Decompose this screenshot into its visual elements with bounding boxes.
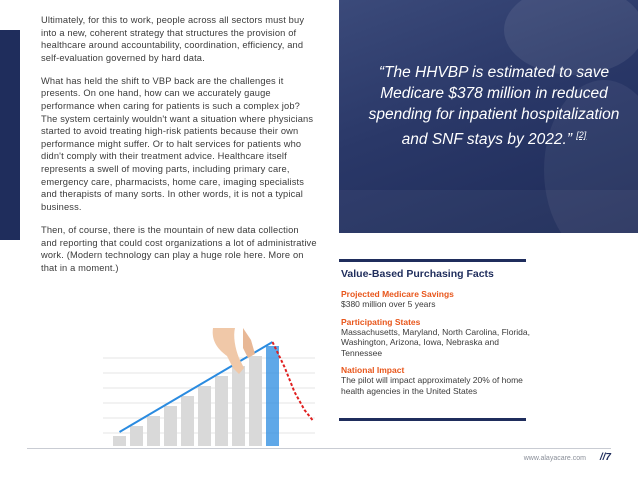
paragraph-2: What has held the shift to VBP back are the challenges it presents. On one hand, how can we accurately gauge performance when caring for patients is such a complex job? The system certainly wouldn't want a situation where physicians started to avoid treating high-risk patients because their own performance might suffer. Or to halt services for patients who didn't comply with their treatment advice. Healthcare itself represents a swell of moving parts, including primary care, emergency care, pharmacists, home care, imaging specialists and therapists of many sorts. In other words, it is not a typical business. <box>41 75 314 212</box>
chart-bars <box>113 346 279 446</box>
quote-citation[interactable]: [2] <box>576 130 587 140</box>
fact-value: The pilot will impact approximately 20% of home health agencies in the United States <box>341 375 523 396</box>
growth-chart-illustration <box>43 328 315 452</box>
chart-bar <box>164 406 177 446</box>
facts-bottom-rule <box>339 418 526 421</box>
hand-icon <box>213 328 255 374</box>
fact-label: Participating States <box>341 316 421 327</box>
vbp-facts-box <box>341 268 541 404</box>
fact-medicare-savings <box>341 289 541 310</box>
fact-value: $380 million over 5 years <box>341 299 436 309</box>
chart-bar <box>215 376 228 446</box>
chart-bar <box>181 396 194 446</box>
fact-national-impact <box>341 365 541 396</box>
chart-bar <box>198 386 211 446</box>
chart-bar <box>266 346 279 446</box>
hero-quote-banner <box>339 0 638 233</box>
accent-side-bar <box>0 30 20 240</box>
fact-label: Projected Medicare Savings <box>341 289 454 299</box>
fact-label: National Impact <box>341 365 405 376</box>
footer-url[interactable]: www.alayacare.com <box>523 455 586 462</box>
chart-bar <box>147 416 160 446</box>
fact-value: Massachusetts, Maryland, North Carolina, Florida, Washington, Arizona, Iowa, Nebraska and Tennessee <box>341 326 530 358</box>
paragraph-1: Ultimately, for this to work, people across all sectors must buy into a new, coherent strategy that structures the provision of healthcare around accountability, coordination, efficiency, and self-evaluation governed by hard data. <box>41 15 305 63</box>
facts-top-rule <box>339 259 526 262</box>
page-number: //7 <box>599 452 611 463</box>
paragraph-3: Then, of course, there is the mountain of new data collection and reporting that could cost organizations a lot of administrative work. (Modern technology can play a huge role here. More on that in a moment.) <box>41 224 317 273</box>
hero-quote <box>361 62 627 150</box>
footer-rule <box>27 448 611 449</box>
chart-bar <box>130 426 143 446</box>
chart-bar <box>232 366 245 446</box>
article-body <box>41 14 317 285</box>
quote-text: “The HHVBP is estimated to save Medicare $378 million in reduced spending for inpatient hospitalization and SNF stays by 2022.” <box>368 64 620 149</box>
chart-bar <box>113 436 126 446</box>
chart-bar <box>249 356 262 446</box>
facts-title: Value-Based Purchasing Facts <box>341 268 494 280</box>
fact-participating-states <box>341 317 541 359</box>
